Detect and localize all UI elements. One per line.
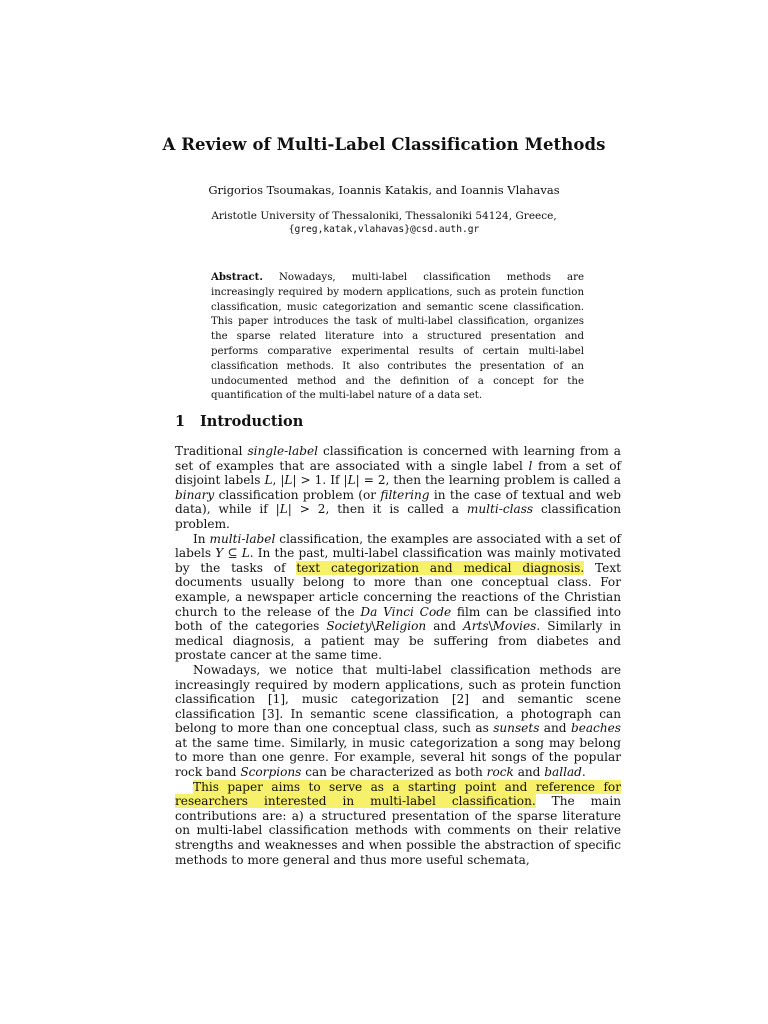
paragraph-3: Nowadays, we notice that multi-label classification methods are increasingly required by modern applications, such as protein function classification [1], music categorization [2] and semantic scene classification [3]. In semantic scene classification, a photograph can belong to more than one conceptual class, such as sunsets and beaches at the same time. Similarly, in music categorization a song may belong to more than one genre. For example, several hit songs of the popular rock band Scorpions can be characterized as both rock and ballad.	[175, 662, 621, 780]
section-heading	[175, 413, 303, 430]
highlighted-text: This paper aims to serve as a starting point and reference for researchers interested in multi-label classification.	[175, 779, 621, 809]
affiliation: Aristotle University of Thessaloniki, Thessaloniki 54124, Greece,	[211, 210, 557, 222]
section-body	[175, 444, 621, 867]
highlighted-text: text categorization and medical diagnosis.	[296, 560, 585, 575]
paragraph-4: This paper aims to serve as a starting point and reference for researchers interested in multi-label classification. The main contributions are: a) a structured presentation of the sparse literature on multi-label classification methods with comments on their relative strengths and weaknesses and when possible the abstraction of specific methods to more general and thus more useful schemata,	[175, 779, 621, 867]
author-emails: {greg,katak,vlahavas}@csd.auth.gr	[288, 224, 480, 235]
abstract	[211, 270, 584, 404]
section-title: Introduction	[200, 413, 304, 430]
abstract-label: Abstract.	[211, 271, 263, 283]
section-number: 1	[175, 413, 186, 430]
abstract-text: Nowadays, multi-label classification methods are increasingly required by modern applications, such as protein function classification, music categorization and semantic scene classification. This paper introduces the task of multi-label classification, organizes the sparse related literature into a structured presentation and performs comparative experimental results of certain multi-label classification methods. It also contributes the presentation of an undocumented method and the definition of a concept for the quantification of the multi-label nature of a data set.	[211, 272, 584, 402]
affiliation-block	[0, 209, 768, 237]
paper-title: A Review of Multi-Label Classification Methods	[162, 135, 606, 154]
paragraph-2: In multi-label classification, the examples are associated with a set of labels Y ⊆ L. In the past, multi-label classification was mainly motivated by the tasks of text categorization and medical diagnosis. Text documents usually belong to more than one conceptual class. For example, a newspaper article concerning the reactions of the Christian church to the release of the Da Vinci Code film can be classified into both of the categories Society\Religion and Arts\Movies. Similarly in medical diagnosis, a patient may be suffering from diabetes and prostate cancer at the same time.	[175, 531, 622, 663]
author-list: Grigorios Tsoumakas, Ioannis Katakis, and Ioannis Vlahavas	[208, 183, 560, 197]
paragraph-1: Traditional single-label classification is concerned with learning from a set of examples that are associated with a single label l from a set of disjoint labels L, |L| > 1. If |L| = 2, then the learning problem is called a binary classification problem (or filtering in the case of textual and web data), while if |L| > 2, then it is called a multi-class classification problem.	[175, 444, 622, 531]
